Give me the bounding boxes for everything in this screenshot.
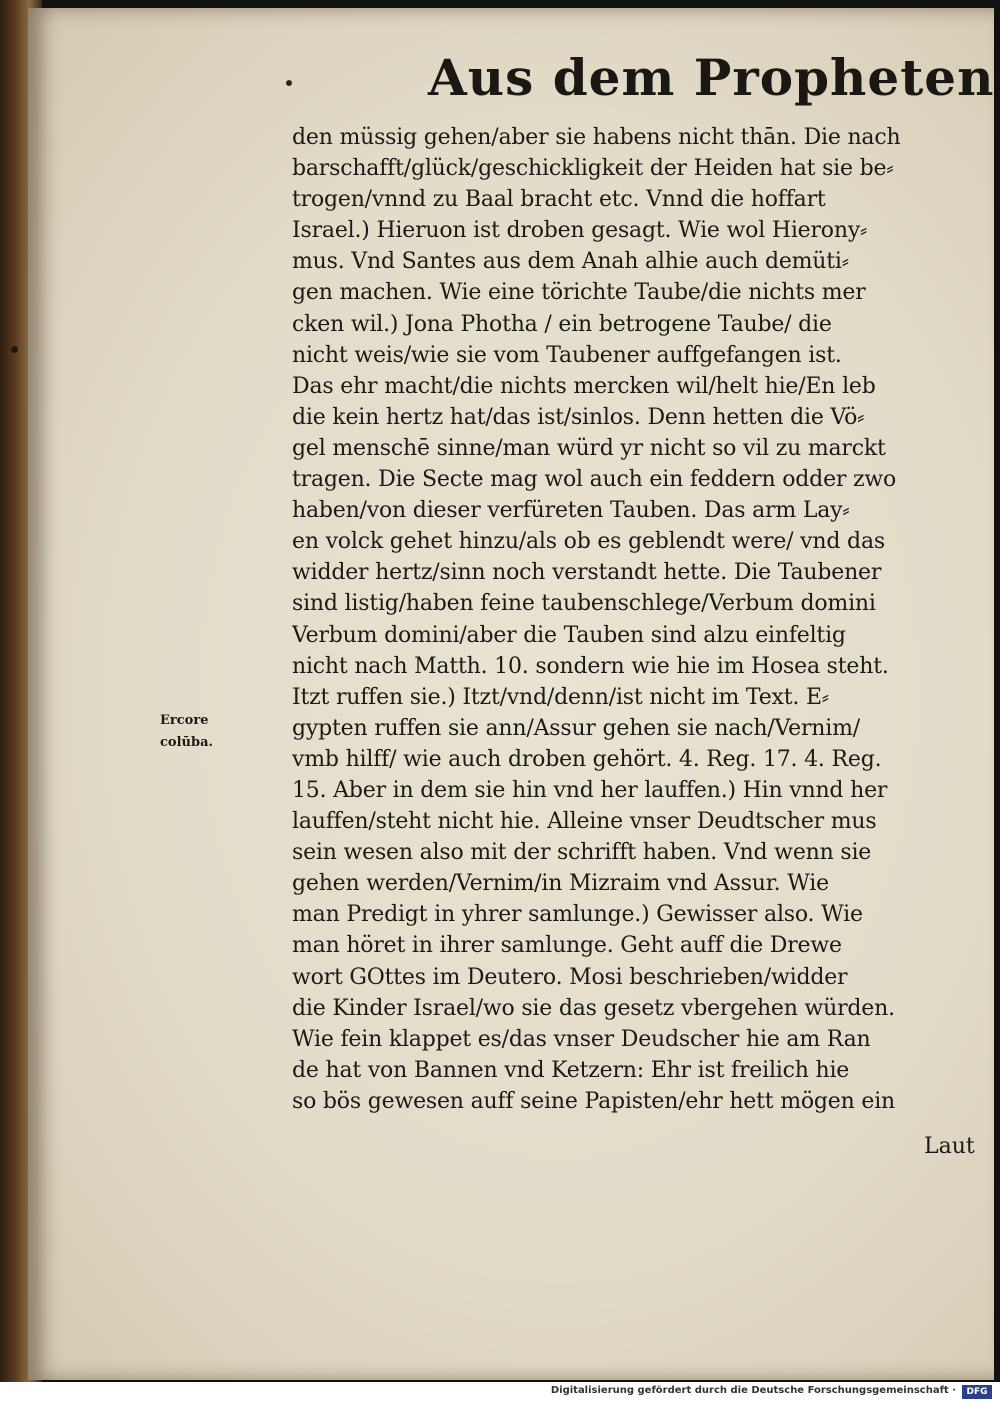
text-line: gen machen. Wie eine törichte Taube/die nichts mer — [292, 280, 866, 306]
ink-speck — [286, 80, 292, 86]
text-line: trogen/vnnd zu Baal bracht etc. Vnnd die hoffart — [292, 187, 826, 213]
margin-note-line: Ercore — [160, 713, 209, 728]
text-line: man höret in ihrer samlunge. Geht auff die Drewe — [292, 933, 842, 959]
text-line: die kein hertz hat/das ist/sinlos. Denn hetten die Vö⸗ — [292, 404, 865, 430]
text-line: Wie fein klappet es/das vnser Deudscher hie am Ran — [292, 1026, 871, 1052]
book-page — [28, 8, 994, 1380]
margin-note — [160, 710, 260, 754]
text-line: en volck gehet hinzu/als ob es geblendt were/ vnd das — [292, 529, 885, 555]
text-line: Das ehr macht/die nichts mercken wil/helt hie/En leb — [292, 373, 876, 399]
text-line: Verbum domini/aber die Tauben sind alzu einfeltig — [292, 622, 846, 648]
text-line: wort GOttes im Deutero. Mosi beschrieben/widder — [292, 964, 848, 990]
body-text — [292, 122, 982, 1117]
text-line: gypten ruffen sie ann/Assur gehen sie nach/Vernim/ — [292, 715, 860, 741]
text-line: den müssig gehen/aber sie habens nicht thān. Die nach — [292, 125, 901, 150]
text-line: die Kinder Israel/wo sie das gesetz vbergehen würden. — [292, 995, 895, 1021]
text-line: mus. Vnd Santes aus dem Anah alhie auch demüti⸗ — [292, 249, 849, 275]
text-line: widder hertz/sinn noch verstandt hette. Die Taubener — [292, 560, 882, 586]
running-title: Aus dem Propheten — [428, 48, 995, 107]
funding-credit: Digitalisierung gefördert durch die Deutsche Forschungsgemeinschaft · — [550, 1385, 956, 1396]
text-line: gehen werden/Vernim/in Mizraim vnd Assur. Wie — [292, 871, 829, 897]
margin-note-line: colūba. — [160, 735, 214, 750]
text-line: lauffen/steht nicht hie. Alleine vnser Deudtscher mus — [292, 809, 877, 835]
text-line: Israel.) Hieruon ist droben gesagt. Wie wol Hierony⸗ — [292, 218, 868, 244]
text-line: barschafft/glück/geschickligkeit der Heiden hat sie be⸗ — [292, 156, 894, 182]
ink-speck — [11, 346, 18, 353]
footer-bar — [0, 1382, 1000, 1402]
text-line: gel menschē sinne/man würd yr nicht so vil zu marckt — [292, 435, 886, 461]
text-line: cken wil.) Jona Photha / ein betrogene Taube/ die — [292, 311, 832, 337]
text-line: de hat von Bannen vnd Ketzern: Ehr ist freilich hie — [292, 1057, 850, 1083]
text-line: sind listig/haben feine taubenschlege/Verbum domini — [292, 591, 876, 617]
text-line: nicht nach Matth. 10. sondern wie hie im Hosea steht. — [292, 653, 889, 679]
text-line: so bös gewesen auff seine Papisten/ehr hett mögen ein — [292, 1088, 895, 1114]
text-line: vmb hilff/ wie auch droben gehört. 4. Reg. 17. 4. Reg. — [292, 746, 882, 772]
text-line: sein wesen also mit der schrifft haben. Vnd wenn sie — [292, 840, 872, 866]
text-line: tragen. Die Secte mag wol auch ein feddern odder zwo — [292, 467, 897, 493]
text-line: haben/von dieser verfüreten Tauben. Das arm Lay⸗ — [292, 498, 850, 524]
dfg-logo: DFG — [962, 1385, 992, 1399]
catchword: Laut — [924, 1134, 975, 1159]
text-line: 15. Aber in dem sie hin vnd her lauffen.) Hin vnnd her — [292, 777, 888, 803]
text-line: man Predigt in yhrer samlunge.) Gewisser also. Wie — [292, 902, 863, 928]
text-line: nicht weis/wie sie vom Taubener auffgefangen ist. — [292, 342, 842, 368]
text-line: Itzt ruffen sie.) Itzt/vnd/denn/ist nicht im Text. E⸗ — [292, 684, 829, 710]
